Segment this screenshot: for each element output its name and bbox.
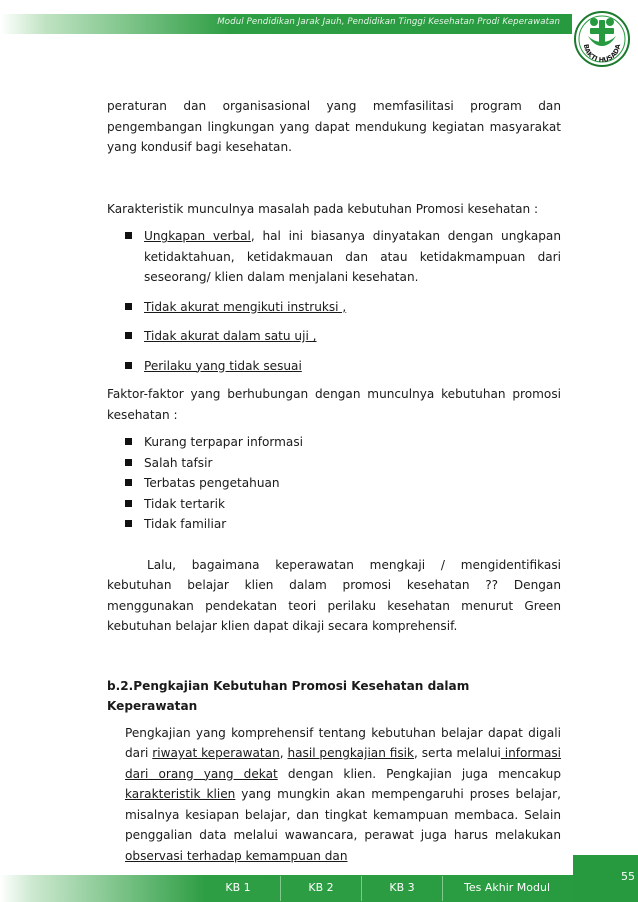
page-content (107, 96, 561, 866)
list-item-text: , hal ini biasanya dinyatakan dengan ungkapan ketidaktahuan, ketidakmauan dan atau ketidakmampuan dari seseorang/ klien dalam menjalani kesehatan. (144, 229, 561, 284)
square-bullet-icon (125, 303, 132, 310)
text-run: dengan klien. Pengkajian juga mencakup (277, 766, 562, 781)
square-bullet-icon (125, 332, 132, 339)
list-item (107, 494, 561, 515)
nav-kb2-link[interactable]: KB 2 (308, 881, 334, 894)
square-bullet-icon (125, 459, 132, 466)
list-item-text: Tidak familiar (144, 517, 227, 531)
list-item (107, 514, 561, 535)
karakteristik-list (107, 226, 561, 376)
square-bullet-icon (125, 479, 132, 486)
paragraph-pengkajian (107, 723, 561, 867)
text-run: yang mungkin akan mempengaruhi proses belajar, misalnya kesiapan belajar, dan tingkat kemampuan membaca. Selain penggalian data melalui wawancara, perawat juga harus melakukan (125, 787, 561, 842)
list-item-term: Ungkapan verbal (144, 229, 251, 243)
section-title: b.2.Pengkajian Kebutuhan Promosi Kesehatan dalam Keperawatan (107, 678, 470, 713)
list-item-text: Tidak tertarik (144, 496, 225, 511)
list-item (107, 473, 561, 494)
list-item-term: Perilaku yang tidak sesuai (144, 358, 302, 373)
square-bullet-icon (125, 438, 132, 445)
nav-tes-akhir-link[interactable]: Tes Akhir Modul (463, 881, 551, 894)
underlined-term: karakteristik klien (125, 787, 236, 801)
underlined-term: observasi terhadap kemampuan dan (125, 848, 348, 863)
page-number: 55 (621, 870, 635, 883)
faktor-heading: Faktor-faktor yang berhubungan dengan munculnya kebutuhan promosi kesehatan : (107, 387, 561, 422)
nav-kb1-link[interactable]: KB 1 (225, 881, 251, 894)
list-item (107, 326, 561, 347)
header-title: Modul Pendidikan Jarak Jauh, Pendidikan Tinggi Kesehatan Prodi Keperawatan (217, 17, 560, 27)
list-item (107, 226, 561, 288)
karakteristik-heading: Karakteristik munculnya masalah pada kebutuhan Promosi kesehatan : (107, 201, 539, 216)
list-item (107, 453, 561, 474)
list-item (107, 432, 561, 453)
faktor-list (107, 432, 561, 535)
square-bullet-icon (125, 500, 132, 507)
list-item-text: Kurang terpapar informasi (144, 435, 304, 449)
list-item-term: Tidak akurat dalam satu uji , (144, 329, 317, 343)
text-run: , (279, 746, 288, 760)
paragraph-intro: peraturan dan organisasional yang memfasilitasi program dan pengembangan lingkungan yang dapat mendukung kegiatan masyarakat yang kondusif bagi kesehatan. (107, 99, 561, 154)
paragraph-lalu: Lalu, bagaimana keperawatan mengkaji / mengidentifikasi kebutuhan belajar klien dalam promosi kesehatan ?? Dengan menggunakan pendekatan teori perilaku kesehatan menurut Green kebutuhan belajar klien dapat dikaji secara komprehensif. (107, 557, 561, 633)
square-bullet-icon (125, 520, 132, 527)
bakti-husada-logo (572, 6, 632, 72)
text-run: Pengkajian yang komprehensif tentang kebutuhan belajar dapat digali dari (125, 725, 561, 760)
list-item-text: Salah tafsir (144, 455, 213, 470)
underlined-term: hasil pengkajian fisik (287, 746, 415, 760)
nav-kb3-link[interactable]: KB 3 (389, 881, 415, 894)
square-bullet-icon (125, 362, 132, 369)
square-bullet-icon (125, 232, 132, 239)
list-item (107, 297, 561, 318)
underlined-term: informasi dari orang yang dekat (125, 746, 562, 781)
logo-text: BAKTI HUSADA (581, 43, 623, 65)
list-item-term: Tidak akurat mengikuti instruksi , (144, 299, 347, 314)
list-item-text: Terbatas pengetahuan (144, 476, 280, 490)
underlined-term: riwayat keperawatan (152, 746, 280, 760)
text-run: , serta melalui (414, 746, 501, 760)
list-item (107, 356, 561, 377)
